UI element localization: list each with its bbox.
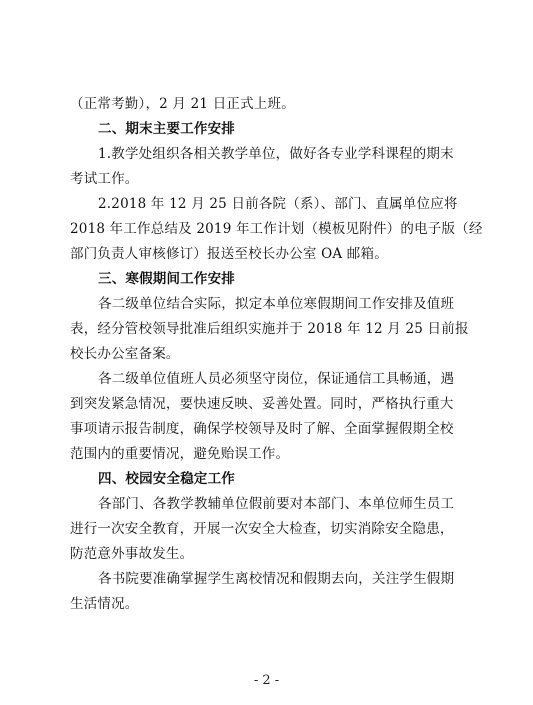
line-3: 1.教学处组织各相关教学单位，做好各专业学科课程的期末 <box>98 146 454 162</box>
line-19: 防范意外事故发生。 <box>70 546 194 562</box>
document-body <box>70 92 483 617</box>
line-9: 各二级单位结合实际，拟定本单位寒假期间工作安排及值班 <box>98 296 455 312</box>
line-14: 事项请示报告制度，确保学校领导及时了解、全面掌握假期全校 <box>70 421 454 437</box>
line-17: 各部门、各教学教辅单位假前要对本部门、本单位师生员工 <box>98 496 455 512</box>
line-7: 部门负责人审核修订）报送至校长办公室 OA 邮箱。 <box>70 246 388 262</box>
line-21: 生活情况。 <box>70 596 139 612</box>
section-heading-3: 三、寒假期间工作安排 <box>98 271 235 287</box>
line-5: 2.2018 年 12 月 25 日前各院（系）、部门、直属单位应将 <box>98 196 458 212</box>
line-13: 到突发紧急情况，要快速反映、妥善处置。同时，严格执行重大 <box>70 396 454 412</box>
section-heading-2: 二、期末主要工作安排 <box>98 121 235 137</box>
section-heading-4: 四、校园安全稳定工作 <box>98 471 235 487</box>
line-1: （正常考勤），2 月 21 日正式上班。 <box>70 96 295 112</box>
line-20: 各书院要准确掌握学生离校情况和假期去向，关注学生假期 <box>98 571 455 587</box>
line-12: 各二级单位值班人员必须坚守岗位，保证通信工具畅通，遇 <box>98 371 455 387</box>
line-10: 表，经分管校领导批准后组织实施并于 2018 年 12 月 25 日前报 <box>70 321 469 337</box>
line-18: 进行一次安全教育，开展一次安全大检查，切实消除安全隐患， <box>70 521 454 537</box>
line-15: 范围内的重要情况，避免贻误工作。 <box>70 446 290 462</box>
line-11: 校长办公室备案。 <box>70 346 180 362</box>
line-4: 考试工作。 <box>70 171 139 187</box>
page-number: - 2 - <box>253 673 280 688</box>
line-6: 2018 年工作总结及 2019 年工作计划（模板见附件）的电子版（经 <box>70 221 483 237</box>
